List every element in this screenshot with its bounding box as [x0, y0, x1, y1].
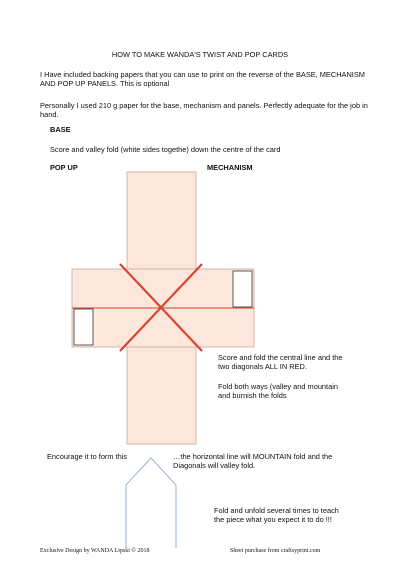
right-tab: [233, 271, 252, 307]
base-instruction: Score and valley fold (white sides togethe) down the centre of the card: [50, 145, 281, 154]
step-encourage: Encourage it to form this: [47, 452, 128, 461]
step-horizontal-fold: …the horizontal line will MOUNTAIN fold and the Diagonals will valley fold.: [173, 452, 333, 471]
intro-paragraph-2: Personally I used 210 g paper for the base, mechanism and panels. Perfectly adequate for the job in hand.: [40, 101, 368, 120]
step-score-fold: Score and fold the central line and the two diagonals ALL IN RED.: [218, 353, 343, 372]
page-title: HOW TO MAKE WANDA'S TWIST AND POP CARDS: [111, 50, 289, 59]
base-heading: BASE: [50, 125, 71, 134]
popup-outline: [126, 458, 176, 548]
intro-paragraph-1: I Have included backing papers that you can use to print on the reverse of the BASE, MECHANISM AND POP UP PANELS. This is optional: [40, 70, 365, 89]
footer-source: Sheet purchase from craftsyprint.com: [230, 548, 321, 554]
step-fold-unfold: Fold and unfold several times to teach the piece what you expect it to do !!!: [214, 506, 339, 525]
mechanism-label: MECHANISM: [207, 163, 253, 172]
popup-label: POP UP: [50, 163, 78, 172]
left-tab: [74, 309, 93, 345]
footer-credit: Exclusive Design by WANDA Lipski © 2018: [40, 548, 150, 554]
step-fold-both-ways: Fold both ways (valley and mountain and burnish the folds: [218, 382, 338, 401]
